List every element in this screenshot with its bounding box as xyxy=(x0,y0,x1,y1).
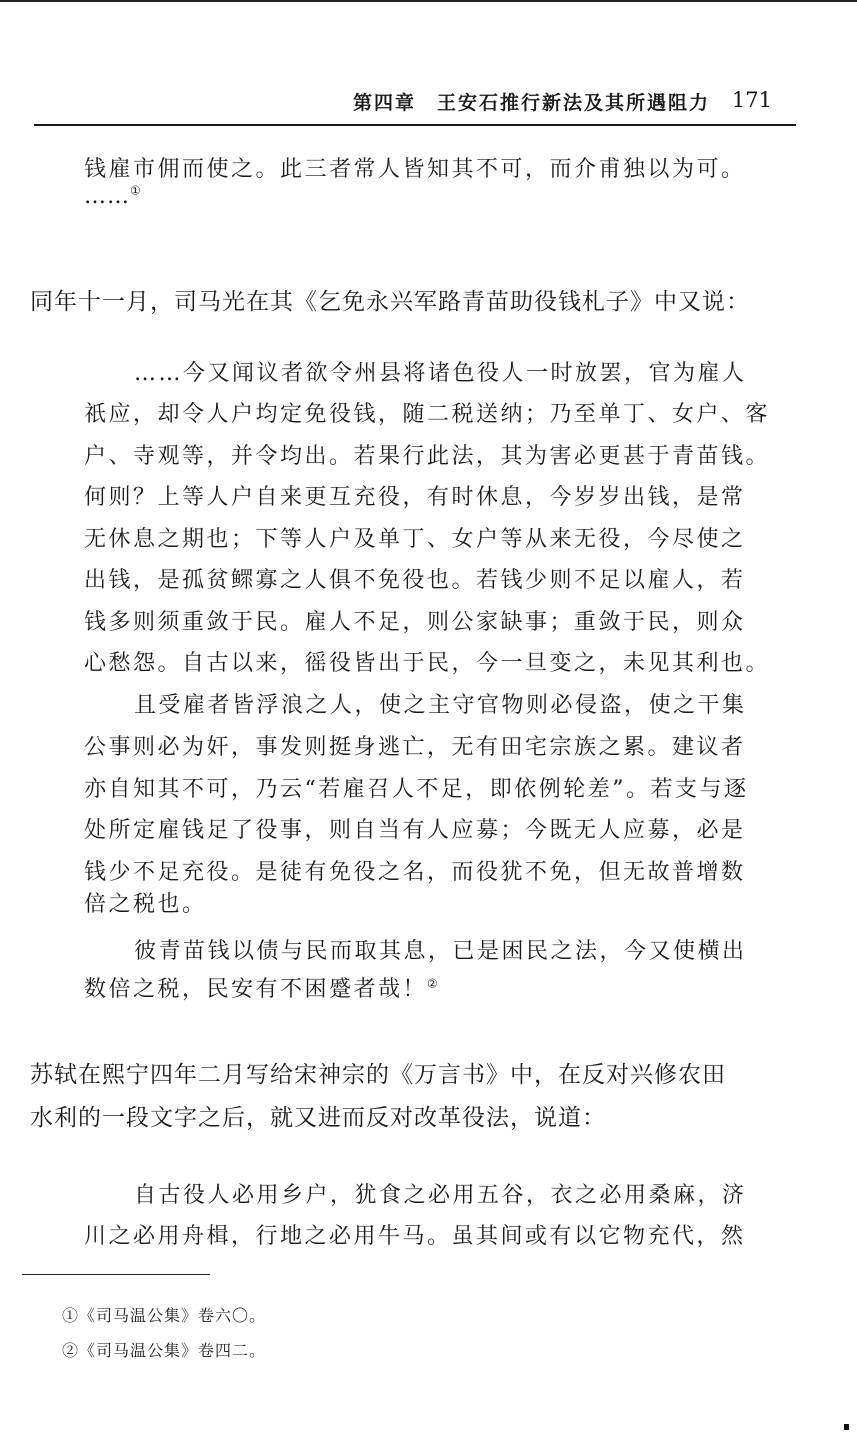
footnote-2: ②《司马温公集》卷四二。 xyxy=(62,1341,267,1360)
quote-line: 倍之税也。 xyxy=(84,892,207,917)
chapter-title: 第四章 王安石推行新法及其所遇阻力 xyxy=(352,92,710,114)
top-border-line xyxy=(0,0,857,2)
quote-line: 且受雇者皆浮浪之人，使之主守官物则必侵盗，使之干集 xyxy=(134,693,747,718)
quote-line xyxy=(84,972,792,1003)
quote-line: 何则？上等人户自来更互充役，有时休息，今岁岁出钱，是常 xyxy=(84,485,746,510)
quote-line: 亦自知其不可，乃云“若雇召人不足，即依例轮差”。若支与逐 xyxy=(84,777,749,802)
header-rule xyxy=(34,124,796,126)
running-header xyxy=(34,86,796,116)
body-paragraph-sushi: 水利的一段文字之后，就又进而反对改革役法，说道： xyxy=(30,1105,606,1131)
quote-line: 出钱，是孤贫鳏寡之人俱不免役也。若钱少则不足以雇人，若 xyxy=(84,568,746,593)
scan-mark xyxy=(844,1424,849,1430)
quote-line: 自古役人必用乡户，犹食之必用五谷，衣之必用桑麻，济 xyxy=(134,1183,747,1208)
body-paragraph-sushi: 苏轼在熙宁四年二月写给宋神宗的《万言书》中，在反对兴修农田 xyxy=(30,1062,726,1088)
ellipsis: …… xyxy=(84,184,130,209)
quote-line: 无休息之期也；下等人户及单丁、女户等从来无役，今尽使之 xyxy=(84,527,746,552)
footnote-ref-2: ② xyxy=(427,976,438,991)
quote-line: 祇应，却令人户均定免役钱，随二税送纳；乃至单丁、女户、客 xyxy=(84,402,771,427)
footnote-ref-1: ① xyxy=(130,183,141,198)
footnote-rule xyxy=(22,1274,210,1275)
quote-line: ……今又闻议者欲令州县将诸色役人一时放罢，官为雇人 xyxy=(134,361,747,386)
page-number: 171 xyxy=(731,88,772,112)
quote-line: 户、寺观等，并令均出。若果行此法，其为害必更甚于青苗钱。 xyxy=(84,444,771,469)
body-paragraph-sima: 同年十一月，司马光在其《乞免永兴军路青苗助役钱札子》中又说： xyxy=(30,289,750,315)
quote-text: 数倍之税，民安有不困蹙者哉！ xyxy=(84,977,428,1002)
quote-line: 钱多则须重敛于民。雇人不足，则公家缺事；重敛于民，则众 xyxy=(84,610,746,635)
quote-line: 川之必用舟楫，行地之必用牛马。虽其间或有以它物充代，然 xyxy=(84,1224,746,1249)
quote-line: 钱雇市佣而使之。此三者常人皆知其不可，而介甫独以为可。 xyxy=(84,157,746,182)
quote-line: 钱少不足充役。是徒有免役之名，而役犹不免，但无故普增数 xyxy=(84,860,746,885)
quote-line: 公事则必为奸，事发则挺身逃亡，无有田宅宗族之累。建议者 xyxy=(84,735,746,760)
footnote-1: ①《司马温公集》卷六〇。 xyxy=(62,1306,267,1325)
quote-line: 处所定雇钱足了役事，则自当有人应募；今既无人应募，必是 xyxy=(84,818,746,843)
quote-line xyxy=(84,184,792,209)
quote-line: 心愁怨。自古以来，徭役皆出于民，今一旦变之，未见其利也。 xyxy=(84,651,771,676)
quote-line: 彼青苗钱以债与民而取其息，已是困民之法，今又使横出 xyxy=(134,939,747,964)
